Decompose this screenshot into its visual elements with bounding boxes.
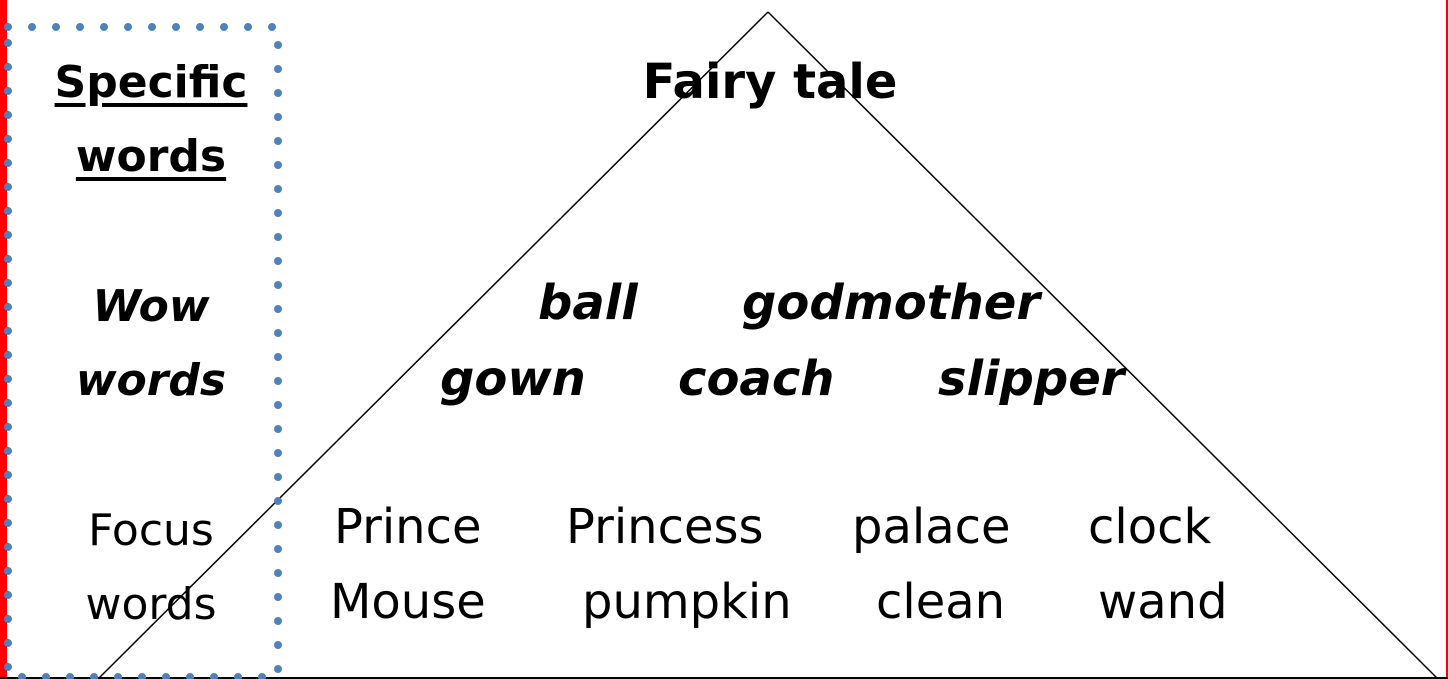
focus-word-wand: wand bbox=[1098, 574, 1228, 630]
specific-words-label-line2: words bbox=[75, 131, 227, 182]
focus-words-label-line1: Focus bbox=[88, 505, 214, 556]
focus-word-palace: palace bbox=[852, 499, 1011, 555]
wow-word-gown: gown bbox=[440, 351, 586, 407]
focus-word-clean: clean bbox=[876, 574, 1006, 630]
focus-word-princess: Princess bbox=[566, 499, 764, 555]
specific-words-label-line1: Specific bbox=[54, 57, 248, 108]
wow-word-slipper: slipper bbox=[938, 351, 1125, 407]
wow-words-label-line1: Wow bbox=[92, 281, 210, 332]
level-labels bbox=[8, 26, 276, 676]
wow-word-godmother: godmother bbox=[742, 275, 1041, 331]
wow-words-label-line2: words bbox=[75, 355, 227, 406]
wow-word-ball: ball bbox=[538, 275, 638, 331]
focus-word-mouse: Mouse bbox=[330, 574, 486, 630]
focus-word-clock: clock bbox=[1088, 499, 1212, 555]
focus-word-pumpkin: pumpkin bbox=[582, 574, 792, 630]
focus-words-label-line2: words bbox=[85, 579, 217, 630]
pyramid-title: Fairy tale bbox=[642, 54, 898, 110]
focus-word-prince: Prince bbox=[334, 499, 482, 555]
wow-word-coach: coach bbox=[678, 351, 835, 407]
